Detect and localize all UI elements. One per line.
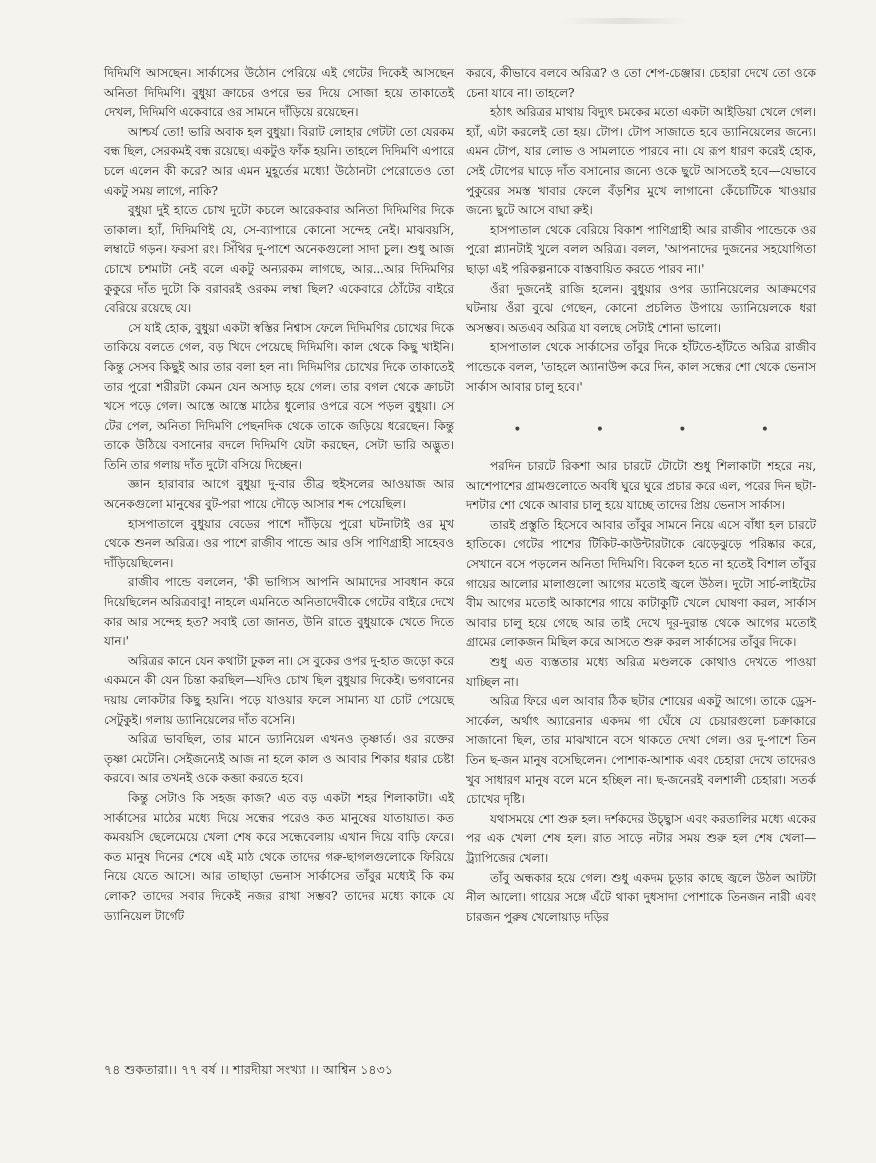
- page-footer: ৭৪ শুকতারা।। ৭৭ বর্ষ ।। শারদীয়া সংখ্যা ।। আশ্বিন ১৪৩১: [104, 1062, 394, 1077]
- paragraph: অরিত্র ভাবছিল, তার মানে ড্যানিয়েল এখনও তৃষ্ণার্ত। ওর রক্তের তৃষ্ণা মেটেনি। সেইজন্যেই আজ না হলে কাল ও আবার শিকার ধরার চেষ্টা করবে। আর তখনই ওকে কব্জা করতে হবে।: [104, 732, 454, 786]
- paragraph: বুধুয়া দুই হাতে চোখ দুটো কচলে আরেকবার অনিতা দিদিমণির দিকে তাকাল। হ্যাঁ, দিদিমণিই যে, সে-ব্যাপারে কোনো সন্দেহ নেই। মাঝবয়সি, লম্বাটে গড়ন। ফরসা রং। সিঁথির দু-পাশে অনেকগুলো সাদা চুল। শুধু আজ চোখে চশমাটা নেই বলে একটু অন্যরকম লাগছে, আর...আর দিদিমণির কুকুরে দাঁত দুটো কি বরাবরই ওরকম লম্বা ছিল? একেবারে ঠোঁটের বাইরে বেরিয়ে রয়েছে যে।: [104, 203, 454, 316]
- divider-dot: •: [760, 422, 769, 439]
- divider-dot: •: [678, 422, 687, 439]
- paragraph: কিন্তু সেটাও কি সহজ কাজ? এত বড় একটা শহর শিলাকাটা। এই সার্কাসের মাঠের মধ্যে দিয়ে সন্ধের পরেও কত মানুষের যাতায়াত। কত কমবয়সি ছেলেমেয়ে খেলা শেষ করে সন্ধেবেলায় এখান দিয়ে বাড়ি ফেরে। কত মানুষ দিনের শেষে এই মাঠ থেকে তাদের গরু-ছাগলগুলোকে ফিরিয়ে নিয়ে যেতে আসে। আর তাছাড়া ভেনাস সার্কাসের তাঁবুর মধ্যেই কি কম লোক? তাদের সবার দিকেই নজর রাখা সম্ভব? তাদের মধ্যে কাকে যে ড্যানিয়েল টার্গেট: [104, 790, 454, 923]
- paragraph: আশ্চর্য তো! ভারি অবাক হল বুধুয়া। বিরাট লোহার গেটটা তো যেরকম বন্ধ ছিল, সেরকমই বন্ধ রয়েছে। একটুও ফাঁক হয়নি। তাহলে দিদিমণি এপারে চলে এলেন কী করে? আর এমন মুহূর্তের মধ্যে! উঠোনটা পেরোতেও তো একটু সময় লাগে, নাকি?: [104, 124, 454, 198]
- paragraph: তারই প্রস্তুতি হিসেবে আবার তাঁবুর সামনে নিয়ে এসে বাঁধা হল চারটে হাতিকে। গেটের পাশের টিকিট-কাউন্টারটাকে ঝেড়েঝুড়ে পরিষ্কার করে, সেখানে বসে পড়লেন অনিতা দিদিমণি। বিকেল হতে না হতেই বিশাল তাঁবুর গায়ের আলোর মালাগুলো আগের মতোই জ্বলে উঠল। দুটো সার্চ-লাইটের বীম আগের মতোই আকাশের গায়ে কাটাকুটি খেলে ঘোষণা করল, সার্কাস আবার চালু হয়ে গেছে আর তাই দেখে দূর-দুরান্ত থেকে আগের মতোই গ্রামের লোকজন মিছিল করে আসতে শুরু করল সার্কাসের তাঁবুর দিকে।: [466, 517, 816, 650]
- paragraph: ওঁরা দুজনেই রাজি হলেন। বুধুয়ার ওপর ড্যানিয়েলের আক্রমণের ঘটনায় ওঁরা বুঝে গেছেন, কোনো প্রচলিত উপায়ে ড্যানিয়েলকে ধরা অসম্ভব। অতএব অরিত্র যা বলছে সেটাই শোনা ভালো।: [466, 281, 816, 335]
- paragraph: হাসপাতালে বুধুয়ার বেডের পাশে দাঁড়িয়ে পুরো ঘটনাটাই ওর মুখ থেকে শুনল অরিত্র। ওর পাশে রাজীব পান্ডে আর ওসি পাণিগ্রাহী সাহেবও দাঁড়িয়েছিলেন।: [104, 516, 454, 570]
- paragraph: হঠাৎ অরিত্রর মাথায় বিদ্যুৎ চমকের মতো একটা আইডিয়া খেলে গেল। হ্যাঁ, এটা করলেই তো হয়। টোপ। টোপ সাজাতে হবে ড্যানিয়েলের জন্যে। এমন টোপ, যার লোভ ও সামলাতে পারবে না। যে রূপ ধারণ করেই হোক, সেই টোপের ঘাড়ে দাঁত বসানোর জন্যে ওকে ছুটে আসতেই হবে—যেভাবে পুকুরের সমস্ত খাবার ফেলে বঁড়শির মুখে লাগানো কেঁচোটিকে খাওয়ার জন্যে ছুটে আসে বাঘা রুই।: [466, 105, 816, 218]
- divider-dot: •: [513, 422, 522, 439]
- divider-dot: •: [595, 422, 604, 439]
- paragraph: অরিত্র ফিরে এল আবার ঠিক ছটার শোয়ের একটু আগে। তাকে ড্রেস-সার্কেল, অর্থাৎ অ্যারেনার একদম গা ঘেঁষে যে চেয়ারগুলো চক্রাকারে সাজানো ছিল, তার মাঝখানে বসে থাকতে দেখা গেল। ওর দু-পাশে তিন তিন ছ-জন মানুষ বসেছিলেন। পোশাক-আশাক এবং চেহারা দেখে তাদেরও খুব সাধারণ মানুষ বলে মনে হচ্ছিল না। ছ-জনেরই বলশালী চেহারা। সতর্ক চোখের দৃষ্টি।: [466, 694, 816, 807]
- paragraph: সে যাই হোক, বুধুয়া একটা স্বস্তির নিশ্বাস ফেলে দিদিমণির চোখের দিকে তাকিয়ে বলতে গেল, বড় খিদে পেয়েছে দিদিমণি। কাল থেকে কিছু খাইনি। কিন্তু সেসব কিছুই আর তার বলা হল না। দিদিমণির চোখের দিকে তাকাতেই তার পুরো শরীরটা কেমন যেন অসাড় হয়ে গেল। তার বগল থেকে ক্রাচটা খসে পড়ে গেল। আস্তে আস্তে মাঠের ধুলোর ওপরে বসে পড়ল বুধুয়া। সে টের পেল, অনিতা দিদিমণি পেছনদিক থেকে তাকে জড়িয়ে ধরেছেন। কিন্তু তাকে উঠিয়ে বসানোর বদলে দিদিমণি যেটা করছেন, সেটা ভারি অদ্ভুত। তিনি তার গলায় দাঁত দুটো বসিয়ে দিচ্ছেন।: [104, 320, 454, 472]
- section-divider: [466, 423, 816, 437]
- paragraph: দিদিমণি আসছেন। সার্কাসের উঠোন পেরিয়ে এই গেটের দিকেই আসছেন অনিতা দিদিমণি। বুধুয়া ক্রাচের ওপরে ভর দিয়ে সোজা হয়ে তাকাতেই দেখল, দিদিমণি একেবারে ওর সামনে দাঁড়িয়ে রয়েছেন।: [104, 66, 454, 120]
- paragraph: হাসপাতাল থেকে বেরিয়ে বিকাশ পাণিগ্রাহী আর রাজীব পান্ডেকে ওর পুরো প্ল্যানটাই খুলে বলল অরিত্র। বলল, 'আপনাদের দুজনের সহযোগিতা ছাড়া এই পরিকল্পনাকে বাস্তবায়িত করতে পারব না।': [466, 222, 816, 276]
- paragraph: অরিত্রর কানে যেন কথাটা ঢুকল না। সে বুকের ওপর দু-হাত জড়ো করে একমনে কী যেন চিন্তা করছিল—যদিও চোখ ছিল বুধুয়ার দিকেই। ভগবানের দয়ায় লোকটার কিছু হয়নি। পড়ে যাওয়ার ফলে সামান্য যা চোট পেয়েছে সেটুকুই। গলায় ড্যানিয়েলের দাঁত বসেনি।: [104, 653, 454, 727]
- paragraph: করবে, কীভাবে বলবে অরিত্র? ও তো শেপ-চেঞ্জার। চেহারা দেখে তো ওকে চেনা যাবে না। তাহলে?: [466, 66, 816, 100]
- scan-smudge: [560, 18, 690, 24]
- left-column: [104, 64, 454, 926]
- paragraph: জ্ঞান হারাবার আগে বুধুয়া দু-বার তীব্র হুইসলের আওয়াজ আর অনেকগুলো মানুষের বুট-পরা পায়ে দৌড়ে আসার শব্দ পেয়েছিল।: [104, 477, 454, 512]
- paragraph: পরদিন চারটে রিকশা আর চারটে টোটো শুধু শিলাকাটা শহরে নয়, আশেপাশের গ্রামগুলোতে অবধি ঘুরে ঘুরে প্রচার করে এল, পরের দিন ছটা-দশটার শো থেকে আবার চালু হয়ে যাচ্ছে তাদের প্রিয় ভেনাস সার্কাস।: [466, 459, 816, 513]
- paragraph: শুধু এত ব্যস্ততার মধ্যে অরিত্র মণ্ডলকে কোথাও দেখতে পাওয়া যাচ্ছিল না।: [466, 655, 816, 689]
- paragraph: হাসপাতাল থেকে সার্কাসের তাঁবুর দিকে হাঁটতে-হাঁটতে অরিত্র রাজীব পান্ডেকে বলল, 'তাহলে অ্যানাউন্স করে দিন, কাল সন্ধের শো থেকে ভেনাস সার্কাস আবার চালু হবে।': [466, 340, 816, 394]
- right-column: [466, 64, 816, 927]
- paragraph: তাঁবু অন্ধকার হয়ে গেল। শুধু একদম চূড়ার কাছে জ্বলে উঠল আটটা নীল আলো। গায়ের সঙ্গে এঁটে থাকা দুধসাদা পোশাকে তিনজন নারী এবং চারজন পুরুষ খেলোয়াড় দড়ির: [466, 870, 816, 924]
- paragraph: যথাসময়ে শো শুরু হল। দর্শকদের উচ্ছ্বাস এবং করতালির মধ্যে একের পর এক খেলা শেষ হল। রাত সাড়ে নটার সময় শুরু হল শেষ খেলা—ট্র্যাপিজের খেলা।: [466, 811, 816, 865]
- paragraph: রাজীব পান্ডে বললেন, 'কী ভাগ্যিস আপনি আমাদের সাবধান করে দিয়েছিলেন অরিত্রবাবু! নাহলে এমনিতে অনিতাদেবীকে গেটের বাইরে দেখে কার আর সন্দেহ হত? সবাই তো জানত, উনি রাতে বুধুয়াকে খেতে দিতে যান।': [104, 575, 454, 649]
